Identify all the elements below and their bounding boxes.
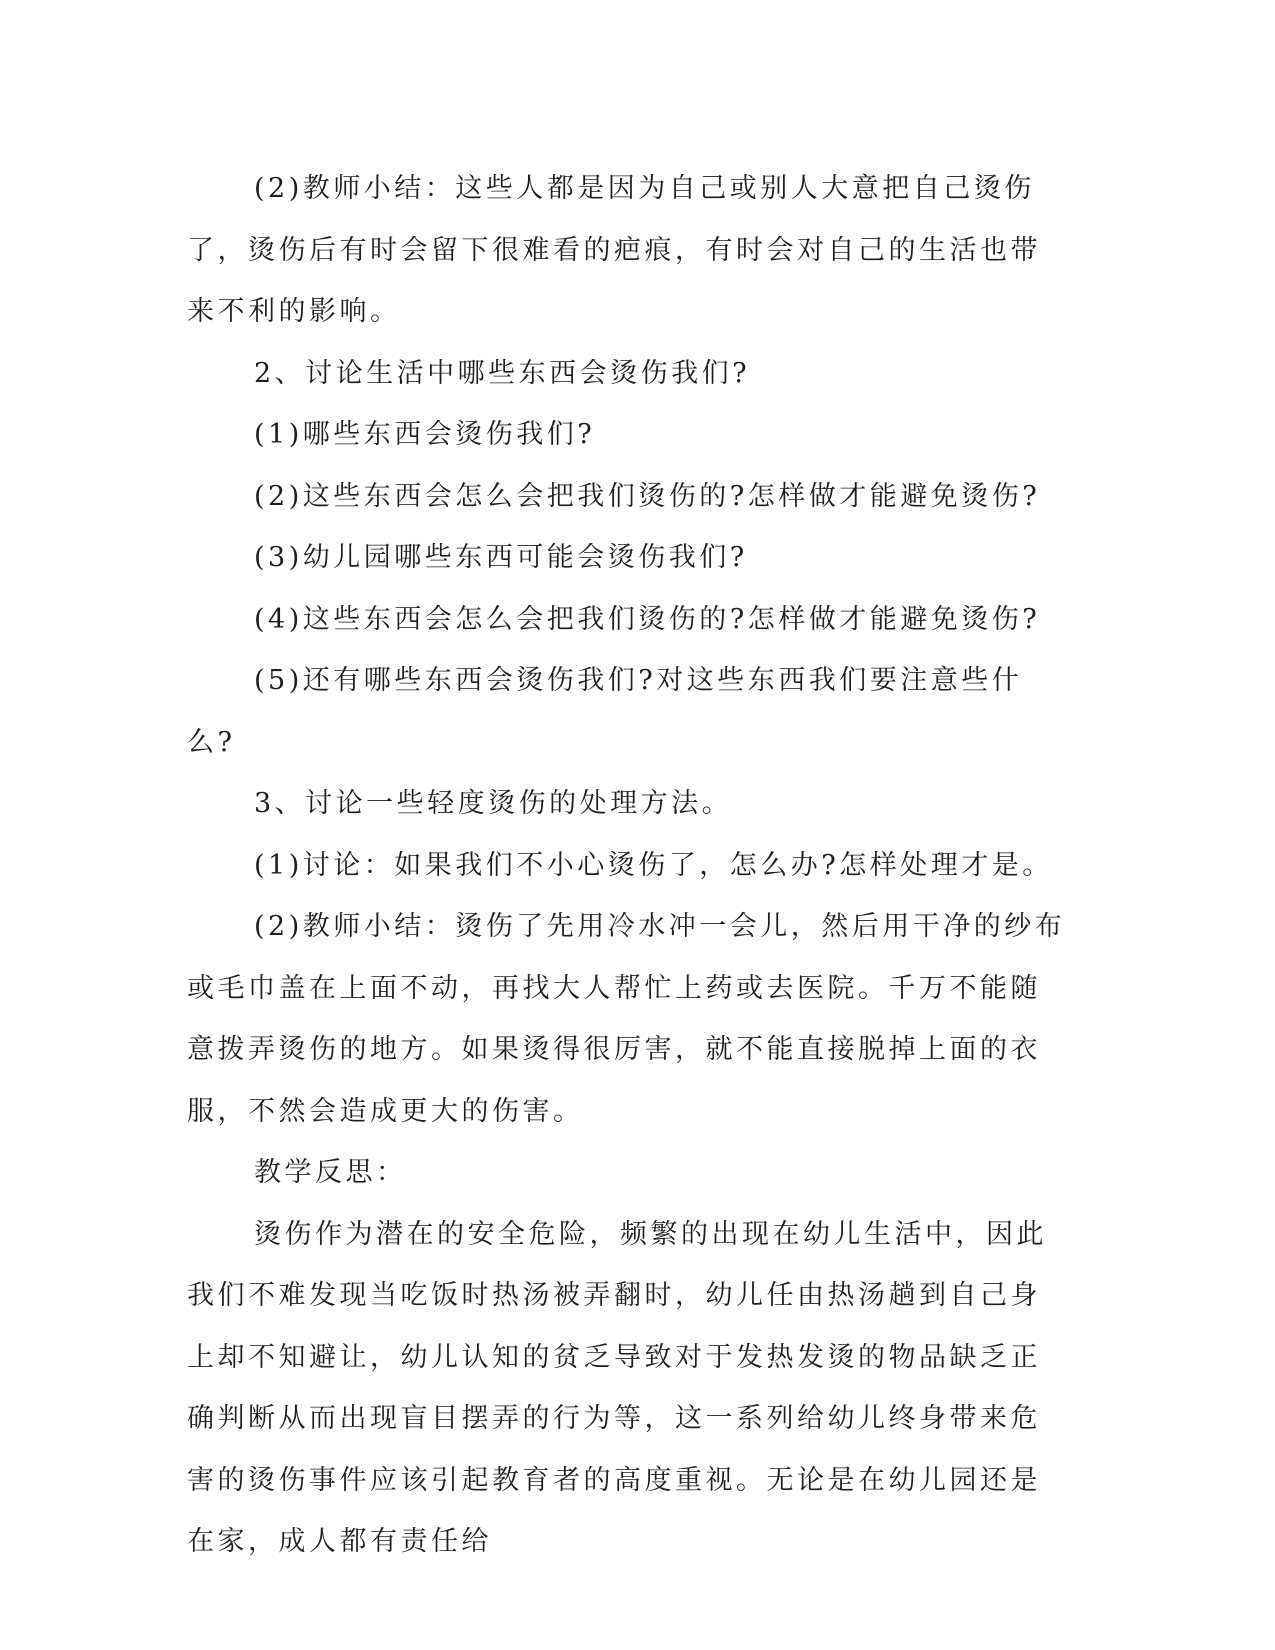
paragraph-question-4: (4)这些东西会怎么会把我们烫伤的?怎样做才能避免烫伤? [254,603,1041,635]
paragraph-question-2: (2)这些东西会怎么会把我们烫伤的?怎样做才能避免烫伤? [254,480,1041,512]
document-body [187,158,1067,1573]
paragraph-question-3: (3)幼儿园哪些东西可能会烫伤我们? [254,542,748,573]
paragraph-reflection-heading: 教学反思： [254,1157,407,1188]
paragraph-teacher-summary-1: (2)教师小结：这些人都是因为自己或别人大意把自己烫伤了，烫伤后有时会留下很难看的疤痕，有时会对自己的生活也带来不利的影响。 [187,173,1041,327]
paragraph-section-2-heading: 2、讨论生活中哪些东西会烫伤我们? [254,357,751,389]
paragraph-question-5: (5)还有哪些东西会烫伤我们?对这些东西我们要注意些什么? [187,665,1023,758]
paragraph-section-3-heading: 3、讨论一些轻度烫伤的处理方法。 [254,788,733,819]
paragraph-discussion-1: (1)讨论：如果我们不小心烫伤了，怎么办?怎样处理才是。 [254,849,1053,881]
paragraph-teacher-summary-2: (2)教师小结：烫伤了先用冷水冲一会儿，然后用干净的纱布或毛巾盖在上面不动，再找大人帮忙上药或去医院。千万不能随意拨弄烫伤的地方。如果烫得很厉害，就不能直接脱掉上面的衣服，不然会造成更大的伤害。 [187,911,1066,1127]
paragraph-question-1: (1)哪些东西会烫伤我们? [254,419,596,450]
paragraph-reflection-body: 烫伤作为潜在的安全危险，频繁的出现在幼儿生活中，因此我们不难发现当吃饭时热汤被弄翻时，幼儿任由热汤趟到自己身上却不知避让，幼儿认知的贫乏导致对于发热发烫的物品缺乏正确判断从而出现盲目摆弄的行为等，这一系列给幼儿终身带来危害的烫伤事件应该引起教育者的高度重视。无论是在幼儿园还是在家，成人都有责任给 [187,1218,1047,1557]
